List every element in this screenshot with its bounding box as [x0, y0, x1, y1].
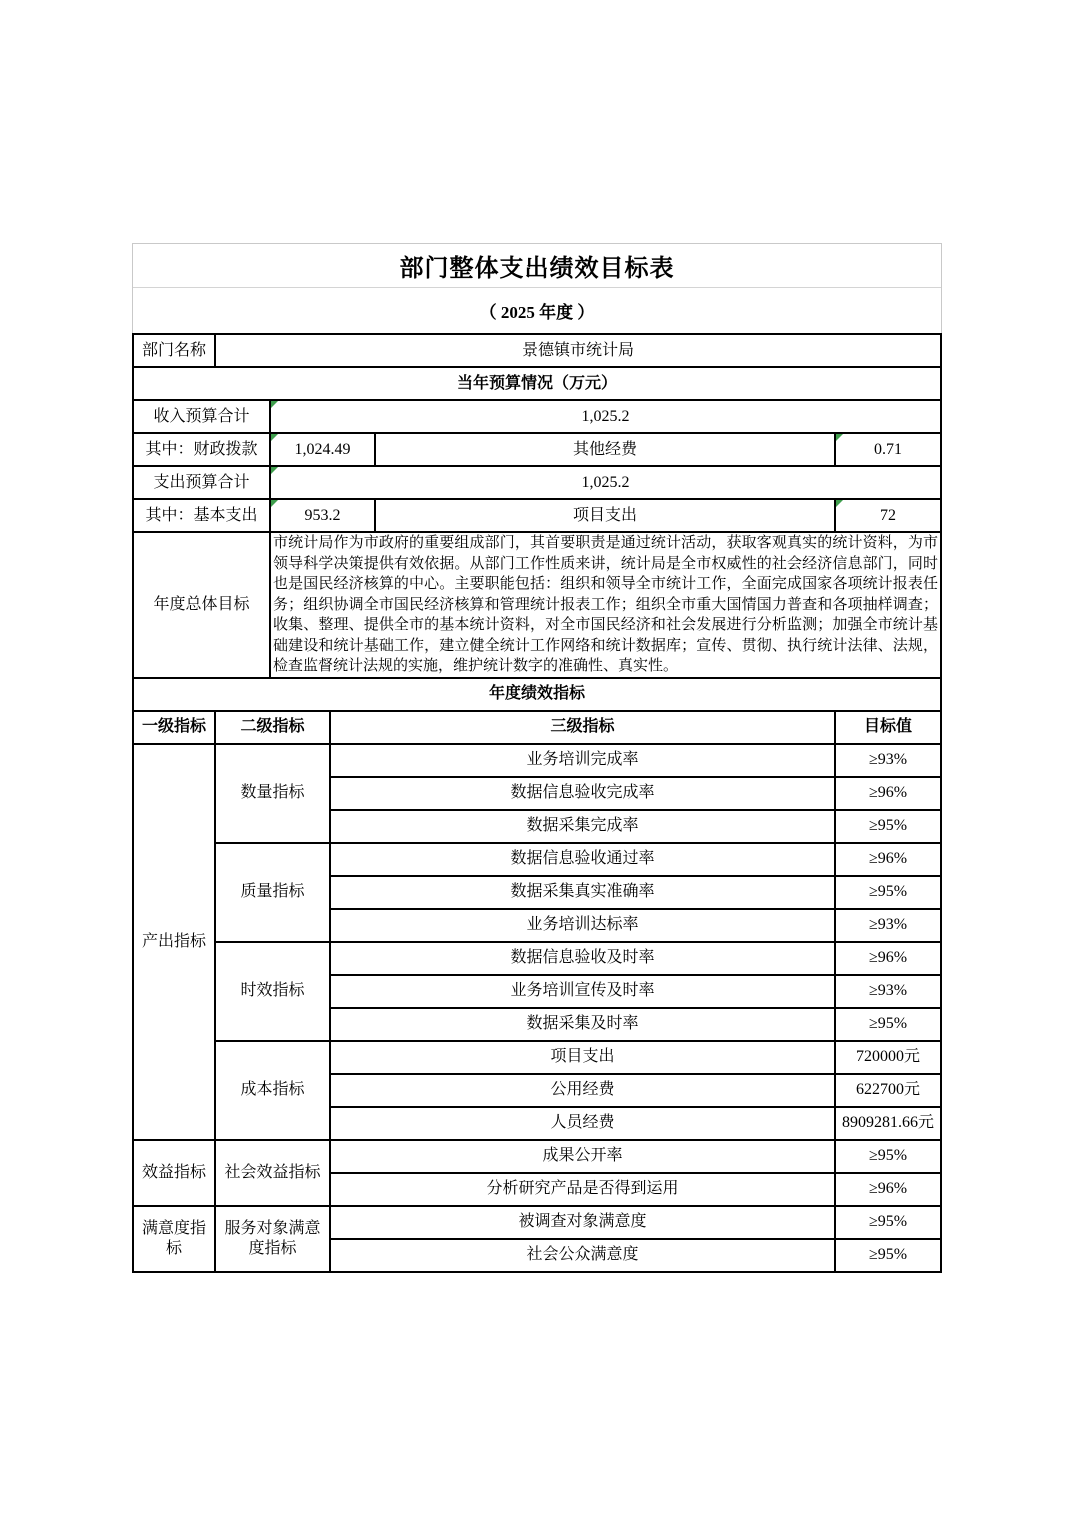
expense-total-value: 1,025.2: [270, 466, 941, 499]
level1-output-indicators: 产出指标: [133, 744, 215, 1140]
document-header: [132, 243, 942, 333]
header-level1: 一级指标: [133, 711, 215, 744]
indicator-name: 数据采集真实准确率: [330, 876, 835, 909]
document-title: 部门整体支出绩效目标表: [133, 244, 941, 288]
income-total-label: 收入预算合计: [133, 400, 270, 433]
indicator-target: ≥95%: [835, 1239, 941, 1272]
indicator-target: ≥95%: [835, 1206, 941, 1239]
indicators-section-title: 年度绩效指标: [133, 678, 941, 711]
table-row: [133, 433, 941, 466]
indicator-row: [133, 1206, 941, 1239]
indicator-name: 业务培训宣传及时率: [330, 975, 835, 1008]
project-expense-label: 项目支出: [375, 499, 835, 532]
green-triangle-icon: [271, 434, 278, 441]
indicator-name: 业务培训完成率: [330, 744, 835, 777]
performance-target-document: [132, 243, 942, 1273]
indicator-row: [133, 942, 941, 975]
table-row: [133, 466, 941, 499]
green-triangle-icon: [836, 500, 843, 507]
level2-quality-indicators: 质量指标: [215, 843, 330, 942]
indicator-target: ≥96%: [835, 843, 941, 876]
indicator-target: 720000元: [835, 1041, 941, 1074]
indicator-name: 数据信息验收及时率: [330, 942, 835, 975]
indicator-target: ≥93%: [835, 909, 941, 942]
indicator-name: 业务培训达标率: [330, 909, 835, 942]
annual-goal-text-cell: [270, 532, 941, 678]
indicator-target: ≥95%: [835, 810, 941, 843]
indicator-row: [133, 843, 941, 876]
indicator-name: 数据信息验收通过率: [330, 843, 835, 876]
indicator-name: 被调查对象满意度: [330, 1206, 835, 1239]
other-funds-label: 其他经费: [375, 433, 835, 466]
budget-section-title: 当年预算情况（万元）: [133, 367, 941, 400]
indicator-target: ≥93%: [835, 975, 941, 1008]
annual-goal-label: 年度总体目标: [133, 532, 270, 678]
level2-cost-indicators: 成本指标: [215, 1041, 330, 1140]
indicator-target: 8909281.66元: [835, 1107, 941, 1140]
level1-benefit-indicators: 效益指标: [133, 1140, 215, 1206]
other-funds-value: 0.71: [835, 433, 941, 466]
level2-service-satisfaction-indicators: 服务对象满意度指标: [215, 1206, 330, 1272]
indicator-row: [133, 744, 941, 777]
level1-satisfaction-indicators: 满意度指标: [133, 1206, 215, 1272]
indicator-name: 人员经费: [330, 1107, 835, 1140]
green-triangle-icon: [271, 401, 278, 408]
annual-goal-text: 市统计局作为市政府的重要组成部门，其首要职责是通过统计活动，获取客观真实的统计资料，为市领导科学决策提供有效依据。从部门工作性质来讲，统计局是全市权威性的社会经济信息部门，同时也是国民经济核算的中心。主要职能包括：组织和领导全市统计工作，全面完成国家各项统计报表任务；组织协调全市国民经济核算和管理统计报表工作；组织全市重大国情国力普查和各项抽样调查；收集、整理、提供全市的基本统计资料，对全市国民经济和社会发展进行分析监测；加强全市统计基础建设和统计基础工作，建立健全统计工作网络和统计数据库；宣传、贯彻、执行统计法律、法规，检查监督统计法规的实施，维护统计数字的准确性、真实性。: [273, 535, 939, 674]
income-total-value: 1,025.2: [270, 400, 941, 433]
indicator-row: [133, 1041, 941, 1074]
indicator-name: 成果公开率: [330, 1140, 835, 1173]
indicator-row: [133, 1140, 941, 1173]
main-table: [132, 333, 942, 1273]
indicator-name: 分析研究产品是否得到运用: [330, 1173, 835, 1206]
indicator-name: 数据信息验收完成率: [330, 777, 835, 810]
indicator-target: ≥95%: [835, 1008, 941, 1041]
table-row: [133, 334, 941, 367]
dept-label-cell: 部门名称: [133, 334, 215, 367]
table-row: [133, 400, 941, 433]
indicator-name: 数据采集及时率: [330, 1008, 835, 1041]
header-target: 目标值: [835, 711, 941, 744]
indicator-target: ≥95%: [835, 1140, 941, 1173]
header-level3: 三级指标: [330, 711, 835, 744]
green-triangle-icon: [836, 434, 843, 441]
fiscal-label: 其中：财政拨款: [133, 433, 270, 466]
indicator-target: ≥96%: [835, 942, 941, 975]
level2-timeliness-indicators: 时效指标: [215, 942, 330, 1041]
indicator-target: ≥96%: [835, 777, 941, 810]
fiscal-value: 1,024.49: [270, 433, 375, 466]
project-expense-value: 72: [835, 499, 941, 532]
table-row: [133, 367, 941, 400]
indicator-name: 公用经费: [330, 1074, 835, 1107]
green-triangle-icon: [271, 467, 278, 474]
basic-expense-value: 953.2: [270, 499, 375, 532]
basic-expense-label: 其中：基本支出: [133, 499, 270, 532]
indicator-name: 社会公众满意度: [330, 1239, 835, 1272]
table-row: [133, 532, 941, 678]
table-row: [133, 678, 941, 711]
level2-social-benefit-indicators: 社会效益指标: [215, 1140, 330, 1206]
header-level2: 二级指标: [215, 711, 330, 744]
indicator-target: ≥96%: [835, 1173, 941, 1206]
dept-name-cell: 景德镇市统计局: [215, 334, 941, 367]
level2-quantity-indicators: 数量指标: [215, 744, 330, 843]
indicators-header-row: [133, 711, 941, 744]
indicator-target: 622700元: [835, 1074, 941, 1107]
expense-total-label: 支出预算合计: [133, 466, 270, 499]
document-year-subtitle: （ 2025 年度 ）: [479, 303, 595, 322]
indicator-name: 项目支出: [330, 1041, 835, 1074]
indicator-target: ≥93%: [835, 744, 941, 777]
indicator-name: 数据采集完成率: [330, 810, 835, 843]
green-triangle-icon: [271, 500, 278, 507]
indicator-target: ≥95%: [835, 876, 941, 909]
table-row: [133, 499, 941, 532]
